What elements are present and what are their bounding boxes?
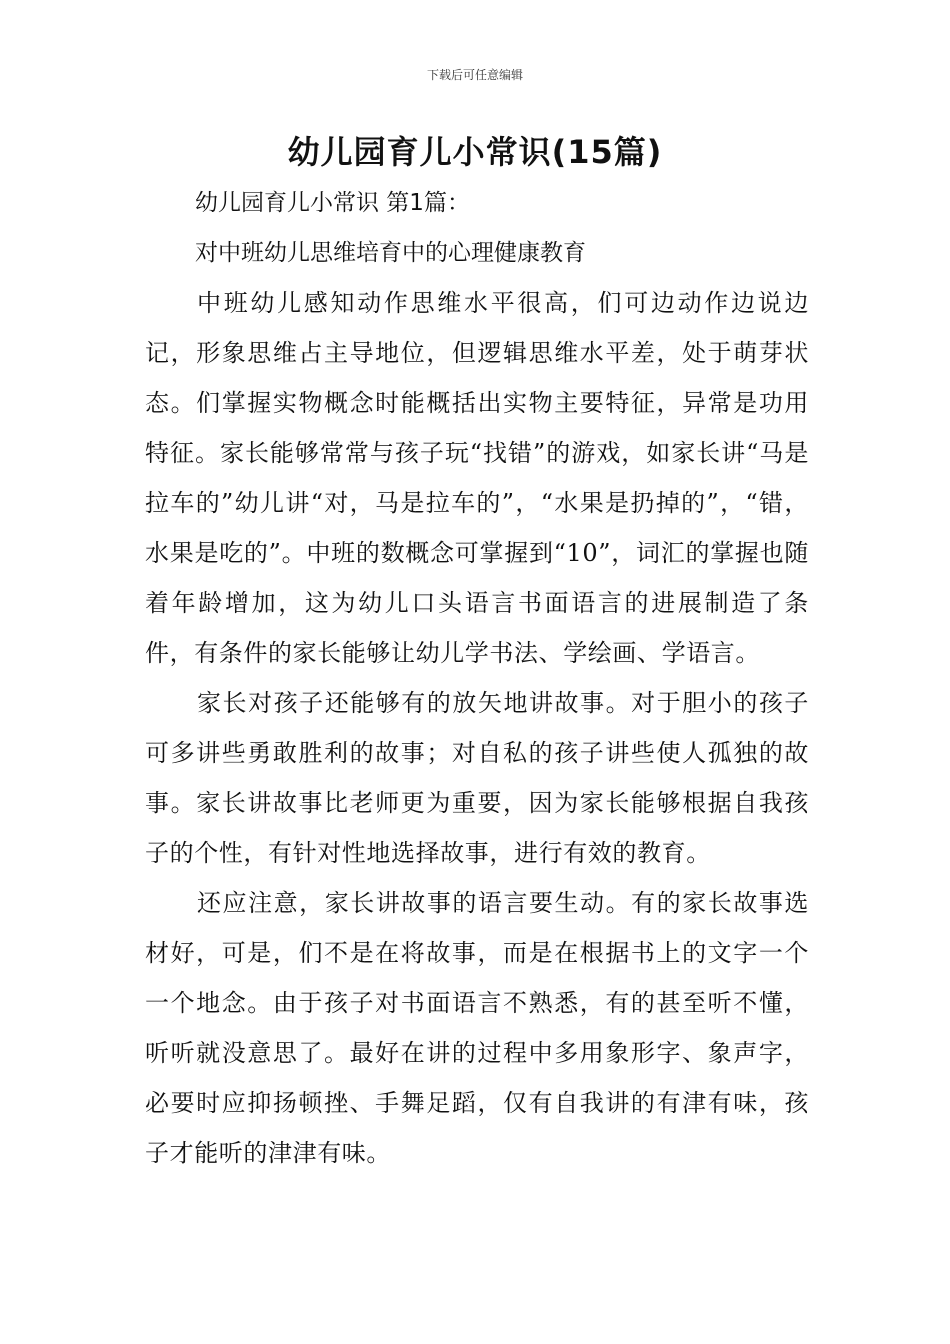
document-title: 幼儿园育儿小常识(15篇)	[287, 133, 663, 171]
paragraph-3: 还应注意，家长讲故事的语言要生动。有的家长故事选材好，可是，们不是在将故事，而是在根据书上的文字一个一个地念。由于孩子对书面语言不熟悉，有的甚至听不懂，听听就没意思了。最好在讲的过程中多用象形字、象声字，必要时应抑扬顿挫、手舞足蹈，仅有自我讲的有津有味，孩子才能听的津津有味。	[145, 889, 809, 1167]
document-body	[145, 178, 809, 1178]
article-title: 对中班幼儿思维培育中的心理健康教育	[195, 240, 586, 266]
paragraph-2: 家长对孩子还能够有的放矢地讲故事。对于胆小的孩子可多讲些勇敢胜利的故事；对自私的孩子讲些使人孤独的故事。家长讲故事比老师更为重要，因为家长能够根据自我孩子的个性，有针对性地选择故事，进行有效的教育。	[145, 689, 809, 867]
paragraph-1: 中班幼儿感知动作思维水平很高，们可边动作边说边记，形象思维占主导地位，但逻辑思维水平差，处于萌芽状态。们掌握实物概念时能概括出实物主要特征，异常是功用特征。家长能够常常与孩子玩“找错”的游戏，如家长讲“马是拉车的”幼儿讲“对，马是拉车的”，“水果是扔掉的”，“错，水果是吃的”。中班的数概念可掌握到“10”，词汇的掌握也随着年龄增加，这为幼儿口头语言书面语言的进展制造了条件，有条件的家长能够让幼儿学书法、学绘画、学语言。	[145, 289, 809, 667]
page-header-note: 下载后可任意编辑	[426, 68, 523, 82]
section-heading: 幼儿园育儿小常识 第1篇：	[195, 190, 470, 216]
